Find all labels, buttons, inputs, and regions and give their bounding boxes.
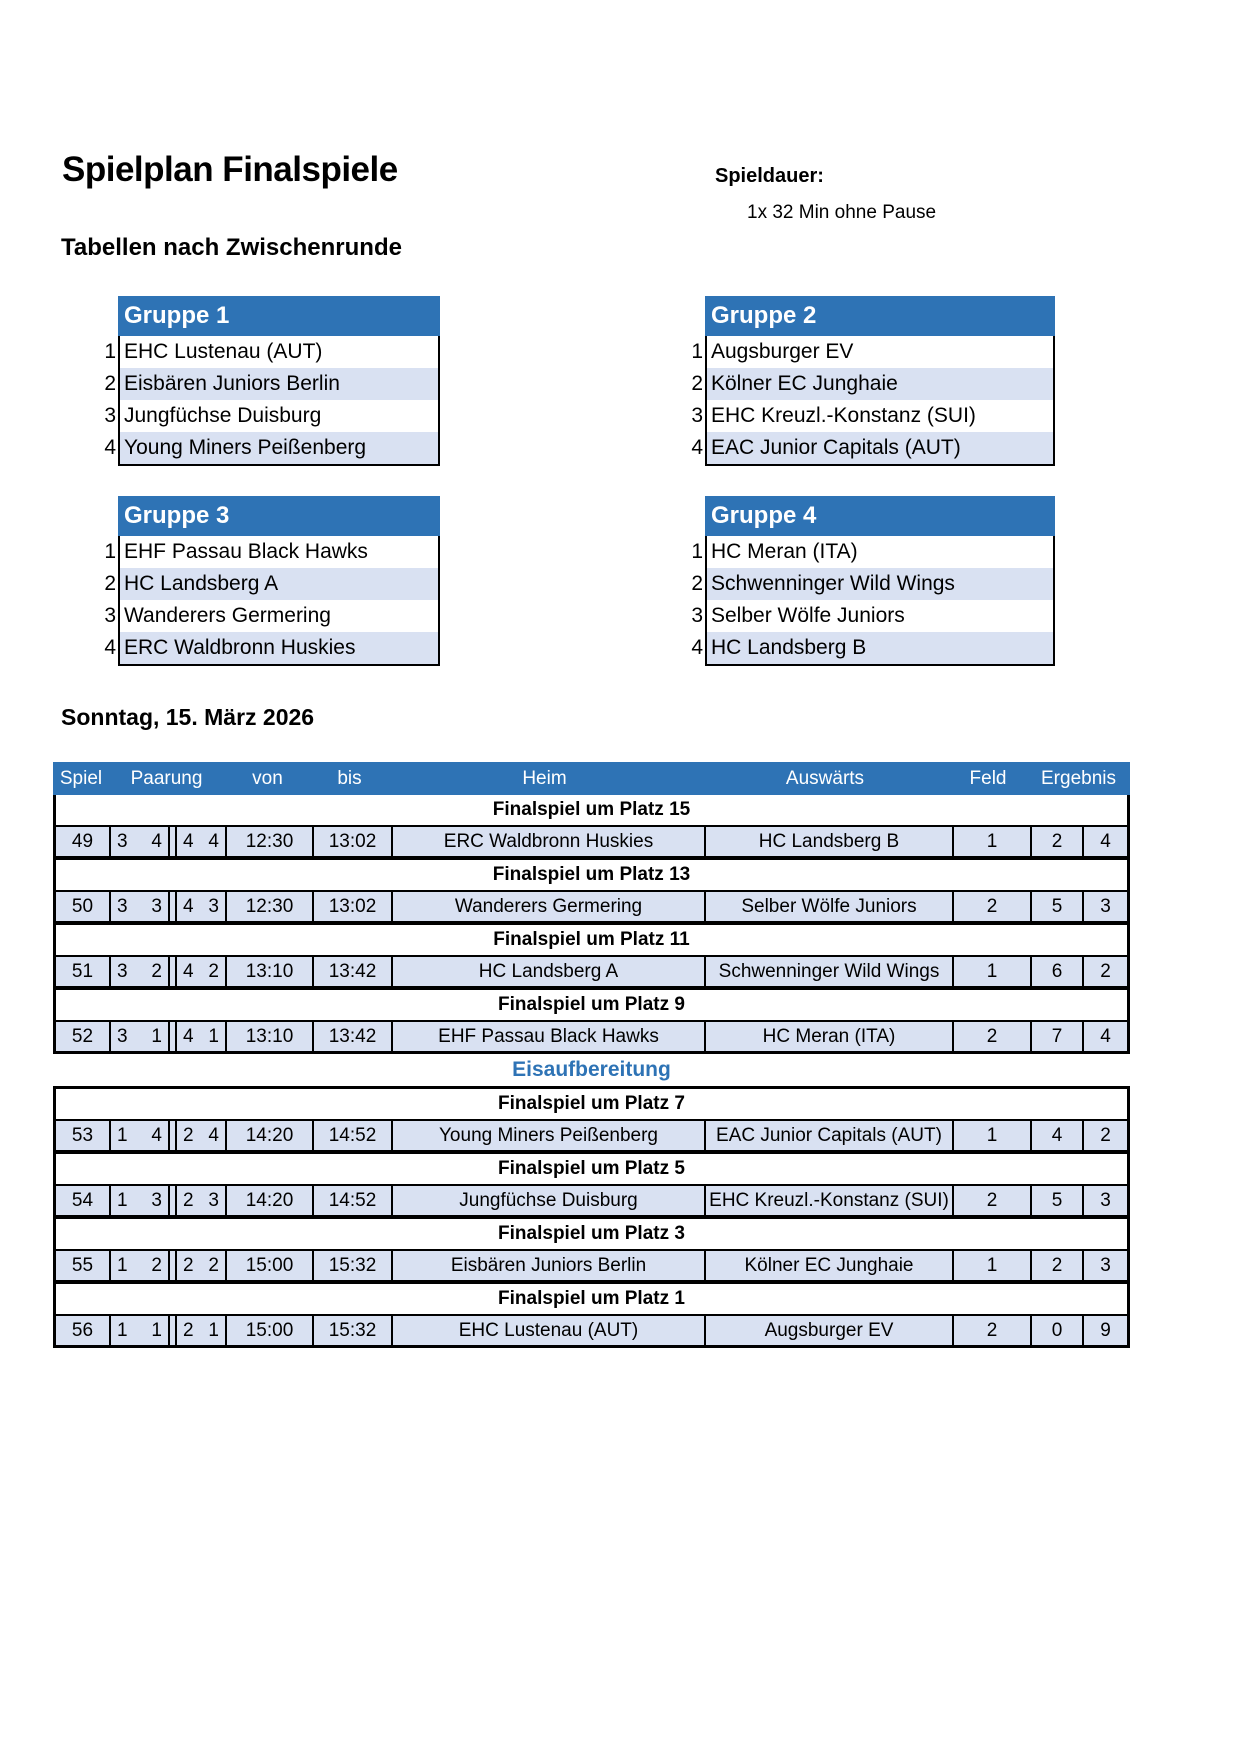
pairing-home: [109, 1121, 168, 1150]
home-team: HC Landsberg A: [391, 957, 704, 986]
pairing-home: [109, 1316, 168, 1345]
score-away: 4: [1082, 827, 1127, 856]
pairing-sep: [168, 1186, 175, 1215]
group-table-1: [104, 296, 440, 466]
end-time: 14:52: [312, 1186, 391, 1215]
group-row: [104, 368, 438, 400]
away-team: EAC Junior Capitals (AUT): [704, 1121, 952, 1150]
team-name: EHC Lustenau (AUT): [124, 340, 323, 363]
pairing-sep: [168, 1022, 175, 1051]
rank-num: 1: [151, 1026, 162, 1047]
pairing-away: [175, 1251, 225, 1280]
group-num: 3: [117, 831, 128, 852]
table-row: [56, 957, 1127, 988]
group-table-4: [691, 496, 1055, 666]
start-time: 13:10: [225, 957, 312, 986]
home-team: EHC Lustenau (AUT): [391, 1316, 704, 1345]
spiel-number: 51: [71, 961, 94, 982]
group-num: 1: [117, 1320, 128, 1341]
away-team: Kölner EC Junghaie: [704, 1251, 952, 1280]
home-team: ERC Waldbronn Huskies: [391, 827, 704, 856]
rank-num: 2: [151, 1255, 162, 1276]
group-row: [691, 632, 1053, 664]
team-name: Wanderers Germering: [124, 604, 331, 627]
rank: 4: [104, 636, 116, 659]
rank-num: 4: [208, 831, 219, 852]
score-away: 2: [1082, 1121, 1127, 1150]
group-row: [104, 400, 438, 432]
score-away: 3: [1082, 1186, 1127, 1215]
team-name: Jungfüchse Duisburg: [124, 404, 322, 427]
score-home: 7: [1030, 1022, 1082, 1051]
spiel-number: 56: [71, 1320, 94, 1341]
end-time: 13:02: [312, 827, 391, 856]
schedule-table: [53, 762, 1130, 1348]
field: 1: [952, 1121, 1030, 1150]
pairing-home: [109, 827, 168, 856]
group-table-3: [104, 496, 440, 666]
table-row: [56, 827, 1127, 858]
match-title: Finalspiel um Platz 11: [56, 923, 1127, 957]
table-row: [56, 892, 1127, 923]
pairing-sep: [168, 1121, 175, 1150]
field: 1: [952, 957, 1030, 986]
end-time: 13:02: [312, 892, 391, 921]
field: 1: [952, 1251, 1030, 1280]
table-row: [56, 1186, 1127, 1217]
end-time: 15:32: [312, 1316, 391, 1345]
rank: 2: [104, 572, 116, 595]
team-name: Kölner EC Junghaie: [711, 372, 898, 395]
pairing-home: [109, 1186, 168, 1215]
spiel-number: 52: [71, 1026, 94, 1047]
match-title: Finalspiel um Platz 1: [56, 1282, 1127, 1316]
away-team: Augsburger EV: [704, 1316, 952, 1345]
duration-label: Spieldauer:: [715, 165, 824, 187]
start-time: 12:30: [225, 892, 312, 921]
match-title: Finalspiel um Platz 3: [56, 1217, 1127, 1251]
group-num: 4: [183, 831, 194, 852]
pairing-away: [175, 1022, 225, 1051]
pairing-away: [175, 957, 225, 986]
match-title: Finalspiel um Platz 9: [56, 988, 1127, 1022]
section-title-tables: Tabellen nach Zwischenrunde: [61, 234, 402, 261]
group-row: [104, 632, 438, 664]
rank: 3: [691, 604, 703, 627]
away-team: Schwenninger Wild Wings: [704, 957, 952, 986]
score-home: 2: [1030, 827, 1082, 856]
schedule-date: Sonntag, 15. März 2026: [61, 704, 315, 730]
pairing-home: [109, 1251, 168, 1280]
score-away: 3: [1082, 1251, 1127, 1280]
spiel-number: 55: [71, 1255, 94, 1276]
group-num: 1: [117, 1255, 128, 1276]
pairing-home: [109, 892, 168, 921]
team-name: Schwenninger Wild Wings: [711, 572, 955, 595]
home-team: Jungfüchse Duisburg: [391, 1186, 704, 1215]
group-num: 4: [183, 961, 194, 982]
score-home: 0: [1030, 1316, 1082, 1345]
rank: 3: [691, 404, 703, 427]
team-name: HC Meran (ITA): [711, 540, 858, 563]
col-feld: Feld: [969, 768, 1007, 789]
start-time: 13:10: [225, 1022, 312, 1051]
rank-num: 4: [208, 1125, 219, 1146]
match-title: Finalspiel um Platz 13: [56, 858, 1127, 892]
rank-num: 1: [208, 1320, 219, 1341]
rank-num: 2: [208, 961, 219, 982]
col-ergebnis: Ergebnis: [1041, 768, 1116, 789]
rank-num: 3: [208, 1190, 219, 1211]
end-time: 13:42: [312, 957, 391, 986]
pairing-home: [109, 957, 168, 986]
rank: 2: [691, 372, 703, 395]
table-row: [56, 1316, 1127, 1345]
pairing-sep: [168, 1251, 175, 1280]
group-row: [691, 368, 1053, 400]
rank-num: 3: [151, 896, 162, 917]
table-row: [56, 1121, 1127, 1152]
group-row: [691, 432, 1053, 464]
team-name: EAC Junior Capitals (AUT): [711, 436, 961, 459]
team-name: EHF Passau Black Hawks: [124, 540, 368, 563]
home-team: Wanderers Germering: [391, 892, 704, 921]
rank: 2: [691, 572, 703, 595]
group-row: [104, 568, 438, 600]
group-num: 3: [117, 961, 128, 982]
pairing-sep: [168, 827, 175, 856]
group-num: 4: [183, 1026, 194, 1047]
group-num: 1: [117, 1190, 128, 1211]
score-away: 2: [1082, 957, 1127, 986]
match-block-first: [53, 795, 1130, 1054]
group-num: 4: [183, 896, 194, 917]
spiel-number: 49: [71, 831, 94, 852]
home-team: Eisbären Juniors Berlin: [391, 1251, 704, 1280]
score-home: 5: [1030, 892, 1082, 921]
score-away: 4: [1082, 1022, 1127, 1051]
spiel-number: 50: [71, 896, 94, 917]
pairing-away: [175, 1316, 225, 1345]
rank: 4: [691, 636, 703, 659]
table-row: [56, 1251, 1127, 1282]
score-home: 6: [1030, 957, 1082, 986]
pairing-sep: [168, 957, 175, 986]
field: 1: [952, 827, 1030, 856]
group-row: [691, 336, 1053, 368]
away-team: HC Meran (ITA): [704, 1022, 952, 1051]
start-time: 12:30: [225, 827, 312, 856]
team-name: Augsburger EV: [711, 340, 854, 363]
group-table-2: [691, 296, 1055, 466]
group-row: [691, 600, 1053, 632]
field: 2: [952, 1186, 1030, 1215]
rank: 4: [691, 436, 703, 459]
rank: 3: [104, 604, 116, 627]
group-num: 1: [117, 1125, 128, 1146]
away-team: HC Landsberg B: [704, 827, 952, 856]
spiel-number: 53: [71, 1125, 94, 1146]
page-title: Spielplan Finalspiele: [62, 150, 398, 189]
rank-num: 2: [208, 1255, 219, 1276]
rank-num: 1: [151, 1320, 162, 1341]
pairing-away: [175, 892, 225, 921]
score-home: 2: [1030, 1251, 1082, 1280]
rank-num: 4: [151, 1125, 162, 1146]
col-heim: Heim: [522, 768, 567, 789]
team-name: HC Landsberg A: [124, 572, 279, 595]
group-row: [691, 536, 1053, 568]
group-row: [691, 568, 1053, 600]
score-home: 4: [1030, 1121, 1082, 1150]
rank-num: 4: [151, 831, 162, 852]
field: 2: [952, 892, 1030, 921]
group-row: [104, 536, 438, 568]
group-num: 2: [183, 1190, 194, 1211]
pairing-away: [175, 1121, 225, 1150]
group-row: [691, 400, 1053, 432]
match-block-second: [53, 1086, 1130, 1348]
field: 2: [952, 1022, 1030, 1051]
home-team: Young Miners Peißenberg: [391, 1121, 704, 1150]
team-name: Young Miners Peißenberg: [124, 436, 367, 459]
rank: 1: [691, 540, 703, 563]
score-away: 9: [1082, 1316, 1127, 1345]
start-time: 15:00: [225, 1251, 312, 1280]
rank: 1: [104, 340, 116, 363]
away-team: Selber Wölfe Juniors: [704, 892, 952, 921]
group-num: 3: [117, 1026, 128, 1047]
rank: 3: [104, 404, 116, 427]
team-name: HC Landsberg B: [711, 636, 867, 659]
end-time: 13:42: [312, 1022, 391, 1051]
team-name: Eisbären Juniors Berlin: [124, 372, 340, 395]
team-name: EHC Kreuzl.-Konstanz (SUI): [711, 404, 976, 427]
rank-num: 1: [208, 1026, 219, 1047]
match-title: Finalspiel um Platz 7: [56, 1089, 1127, 1121]
rank-num: 3: [151, 1190, 162, 1211]
col-bis: bis: [337, 768, 362, 789]
table-row: [56, 1022, 1127, 1051]
col-von: von: [252, 768, 283, 789]
group-num: 2: [183, 1255, 194, 1276]
group-header: Gruppe 2: [705, 296, 1055, 336]
rank-num: 2: [151, 961, 162, 982]
col-paarung: Paarung: [130, 768, 203, 789]
rank-num: 3: [208, 896, 219, 917]
group-row: [104, 432, 438, 464]
col-auswaerts: Auswärts: [785, 768, 865, 789]
match-title: Finalspiel um Platz 5: [56, 1152, 1127, 1186]
group-header: Gruppe 3: [118, 496, 440, 536]
rank: 1: [691, 340, 703, 363]
home-team: EHF Passau Black Hawks: [391, 1022, 704, 1051]
field: 2: [952, 1316, 1030, 1345]
group-num: 2: [183, 1320, 194, 1341]
start-time: 15:00: [225, 1316, 312, 1345]
pairing-home: [109, 1022, 168, 1051]
group-header: Gruppe 1: [118, 296, 440, 336]
end-time: 15:32: [312, 1251, 391, 1280]
rank: 1: [104, 540, 116, 563]
rank: 2: [104, 372, 116, 395]
group-header: Gruppe 4: [705, 496, 1055, 536]
pairing-away: [175, 1186, 225, 1215]
table-header: [53, 762, 1130, 795]
team-name: ERC Waldbronn Huskies: [124, 636, 356, 659]
away-team: EHC Kreuzl.-Konstanz (SUI): [704, 1186, 952, 1215]
end-time: 14:52: [312, 1121, 391, 1150]
match-title: Finalspiel um Platz 15: [56, 795, 1127, 827]
rank: 4: [104, 436, 116, 459]
pairing-sep: [168, 892, 175, 921]
group-num: 2: [183, 1125, 194, 1146]
team-name: Selber Wölfe Juniors: [711, 604, 905, 627]
score-home: 5: [1030, 1186, 1082, 1215]
col-spiel: Spiel: [59, 768, 103, 789]
pairing-away: [175, 827, 225, 856]
spiel-number: 54: [71, 1190, 94, 1211]
score-away: 3: [1082, 892, 1127, 921]
start-time: 14:20: [225, 1186, 312, 1215]
pairing-sep: [168, 1316, 175, 1345]
start-time: 14:20: [225, 1121, 312, 1150]
group-num: 3: [117, 896, 128, 917]
group-row: [104, 336, 438, 368]
duration-value: 1x 32 Min ohne Pause: [747, 202, 937, 223]
ice-resurfacing-break: Eisaufbereitung: [512, 1058, 671, 1081]
group-row: [104, 600, 438, 632]
